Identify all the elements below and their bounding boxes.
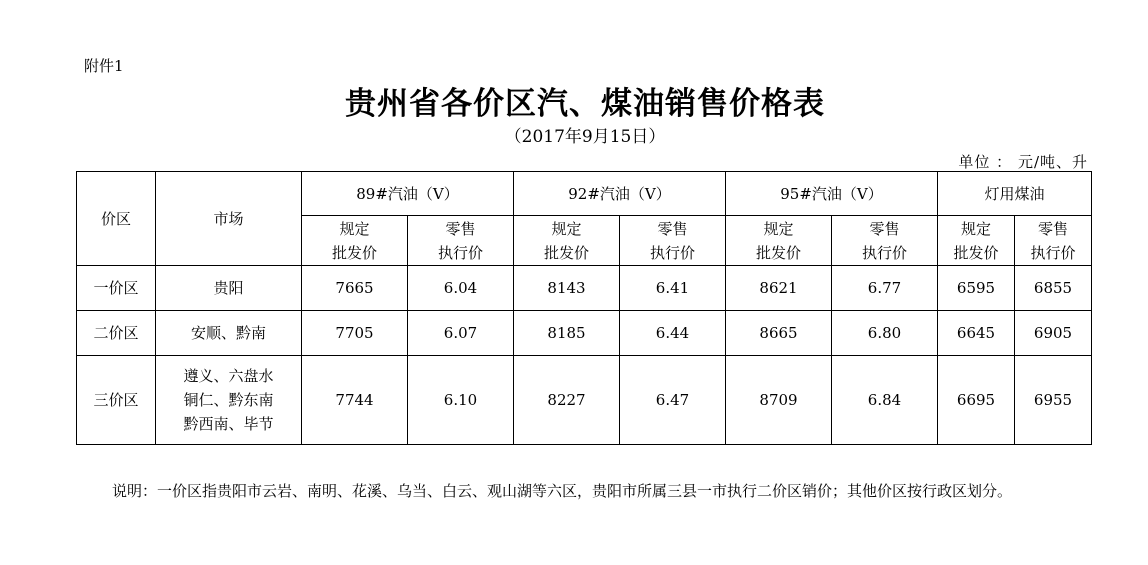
zone-cell: 三价区	[77, 355, 156, 444]
attachment-label: 附件1	[84, 57, 124, 75]
price-cell: 6855	[1015, 266, 1092, 311]
zone-cell: 一价区	[77, 266, 156, 311]
header-product-89: 89#汽油（Ⅴ）	[302, 172, 514, 216]
date-subtitle: （2017年9月15日）	[504, 127, 666, 147]
header-market: 市场	[156, 172, 302, 266]
market-cell: 遵义、六盘水 铜仁、黔东南 黔西南、毕节	[156, 355, 302, 444]
market-cell: 安顺、黔南	[156, 311, 302, 355]
price-cell: 6.41	[620, 266, 726, 311]
price-cell: 6595	[938, 266, 1015, 311]
price-cell: 6.04	[408, 266, 514, 311]
price-cell: 6905	[1015, 311, 1092, 355]
price-cell: 7665	[302, 266, 408, 311]
header-retail: 零售 执行价	[1015, 216, 1092, 266]
price-cell: 6.47	[620, 355, 726, 444]
price-cell: 8709	[726, 355, 832, 444]
price-cell: 6.80	[832, 311, 938, 355]
header-retail: 零售 执行价	[408, 216, 514, 266]
header-wholesale: 规定 批发价	[938, 216, 1015, 266]
price-cell: 6.10	[408, 355, 514, 444]
price-cell: 8143	[514, 266, 620, 311]
price-cell: 6.44	[620, 311, 726, 355]
table-row	[77, 266, 1092, 311]
price-cell: 8665	[726, 311, 832, 355]
price-cell: 6.77	[832, 266, 938, 311]
price-cell: 6955	[1015, 355, 1092, 444]
footnote: 说明：一价区指贵阳市云岩、南明、花溪、乌当、白云、观山湖等六区，贵阳市所属三县一市执行二价区销价；其他价区按行政区划分。	[112, 482, 1013, 500]
price-table	[76, 171, 1092, 445]
header-product-92: 92#汽油（Ⅴ）	[514, 172, 726, 216]
header-product-kerosene: 灯用煤油	[938, 172, 1092, 216]
price-cell: 6695	[938, 355, 1015, 444]
table-row	[77, 311, 1092, 355]
price-cell: 6.84	[832, 355, 938, 444]
price-cell: 8185	[514, 311, 620, 355]
table-row	[77, 355, 1092, 444]
header-row-products	[77, 172, 1092, 216]
price-cell: 8227	[514, 355, 620, 444]
market-cell: 贵阳	[156, 266, 302, 311]
price-cell: 8621	[726, 266, 832, 311]
price-cell: 6645	[938, 311, 1015, 355]
header-wholesale: 规定 批发价	[302, 216, 408, 266]
zone-cell: 二价区	[77, 311, 156, 355]
unit-label: 单位 ： 元/吨、升	[958, 153, 1088, 171]
header-retail: 零售 执行价	[620, 216, 726, 266]
header-wholesale: 规定 批发价	[726, 216, 832, 266]
header-product-95: 95#汽油（Ⅴ）	[726, 172, 938, 216]
header-wholesale: 规定 批发价	[514, 216, 620, 266]
price-cell: 6.07	[408, 311, 514, 355]
price-cell: 7705	[302, 311, 408, 355]
price-cell: 7744	[302, 355, 408, 444]
page-title: 贵州省各价区汽、煤油销售价格表	[345, 86, 825, 122]
header-retail: 零售 执行价	[832, 216, 938, 266]
header-zone: 价区	[77, 172, 156, 266]
